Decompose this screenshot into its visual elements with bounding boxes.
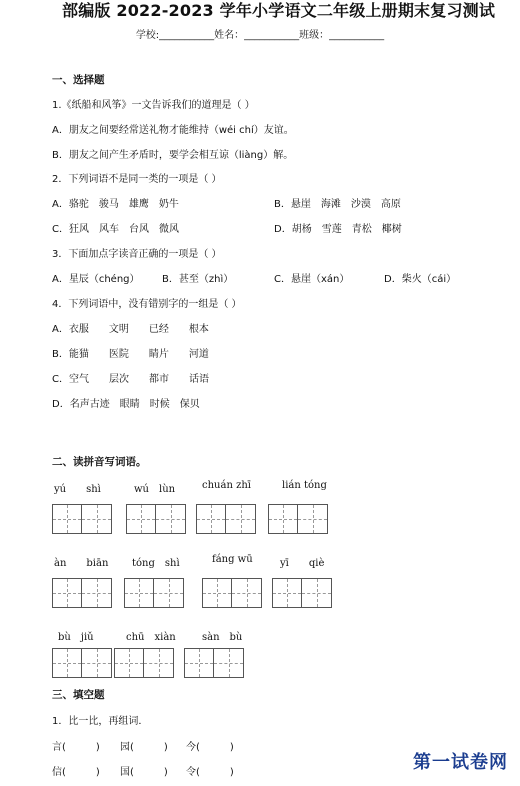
writing-grid[interactable]	[268, 504, 328, 534]
question-1-option-a: A．朋友之间要经常送礼物才能维持（wéi chí）友谊。	[52, 125, 294, 136]
writing-grid[interactable]	[196, 504, 256, 534]
word-compare-item: 园( )	[120, 742, 168, 753]
pinyin-label: bù jiǔ	[58, 632, 94, 643]
pinyin-label: tóng shì	[132, 558, 180, 569]
question-2-option-c: C．狂风 风车 台风 微风	[52, 224, 179, 235]
page-title: 部编版 2022-2023 学年小学语文二年级上册期末复习测试	[62, 1, 496, 20]
section-choice-heading: 一、选择题	[52, 74, 105, 86]
question-1-option-b: B．朋友之间产生矛盾时，要学会相互谅（liàng）解。	[52, 150, 294, 161]
question-3: 3．下面加点字读音正确的一项是（ ）	[52, 249, 222, 260]
pinyin-label: sàn bù	[202, 632, 243, 643]
section-pinyin-heading: 二、读拼音写词语。	[52, 456, 147, 468]
pinyin-label: chuán zhī	[202, 480, 251, 491]
writing-grid[interactable]	[124, 578, 184, 608]
question-2-option-a: A．骆驼 骏马 雄鹰 奶牛	[52, 199, 179, 210]
question-4-option-b: B．能猫 医院 睛片 河道	[52, 349, 209, 360]
question-3-option-a: A．星辰（chéng）	[52, 274, 140, 285]
question-2-option-b: B．悬崖 海滩 沙漠 高原	[274, 199, 401, 210]
student-info-line: 学校:___________姓名：___________班级：___________	[135, 30, 385, 41]
question-4: 4．下列词语中，没有错别字的一组是（ ）	[52, 299, 242, 310]
writing-grid[interactable]	[202, 578, 262, 608]
pinyin-label: lián tóng	[282, 480, 327, 491]
question-3-option-b: B．甚至（zhì）	[162, 274, 234, 285]
word-compare-item: 今( )	[186, 742, 234, 753]
pinyin-label: fáng wū	[212, 554, 253, 565]
pinyin-label: wú lùn	[134, 484, 176, 495]
word-compare-item: 言( )	[52, 742, 100, 753]
site-watermark: 第一试卷网	[413, 752, 508, 773]
writing-grid[interactable]	[272, 578, 332, 608]
writing-grid[interactable]	[52, 648, 112, 678]
writing-grid[interactable]	[52, 504, 112, 534]
word-compare-item: 令( )	[186, 767, 234, 778]
question-1: 1.《纸船和风筝》一文告诉我们的道理是（ ）	[52, 100, 255, 111]
question-4-option-d: D．名声古迹 眼睛 时候 保贝	[52, 399, 200, 410]
writing-grid[interactable]	[52, 578, 112, 608]
question-4-option-c: C．空气 层次 都市 话语	[52, 374, 209, 385]
question-3-option-c: C．悬崖（xán）	[274, 274, 350, 285]
question-2: 2．下列词语不是同一类的一项是（ ）	[52, 174, 222, 185]
writing-grid[interactable]	[126, 504, 186, 534]
question-2-option-d: D．胡杨 雪莲 青松 椰树	[274, 224, 402, 235]
pinyin-label: chū xiàn	[126, 632, 176, 643]
pinyin-label: àn biān	[54, 558, 109, 569]
section-fill-heading: 三、填空题	[52, 689, 105, 701]
pinyin-label: yú shì	[54, 484, 101, 495]
question-3-option-d: D．柴火（cái）	[384, 274, 457, 285]
pinyin-label: yī qiè	[280, 558, 325, 569]
question-4-option-a: A．衣服 文明 已经 根本	[52, 324, 209, 335]
fill-question-1: 1．比一比，再组词．	[52, 716, 149, 727]
word-compare-item: 国( )	[120, 767, 168, 778]
writing-grid[interactable]	[184, 648, 244, 678]
writing-grid[interactable]	[114, 648, 174, 678]
word-compare-item: 信( )	[52, 767, 100, 778]
